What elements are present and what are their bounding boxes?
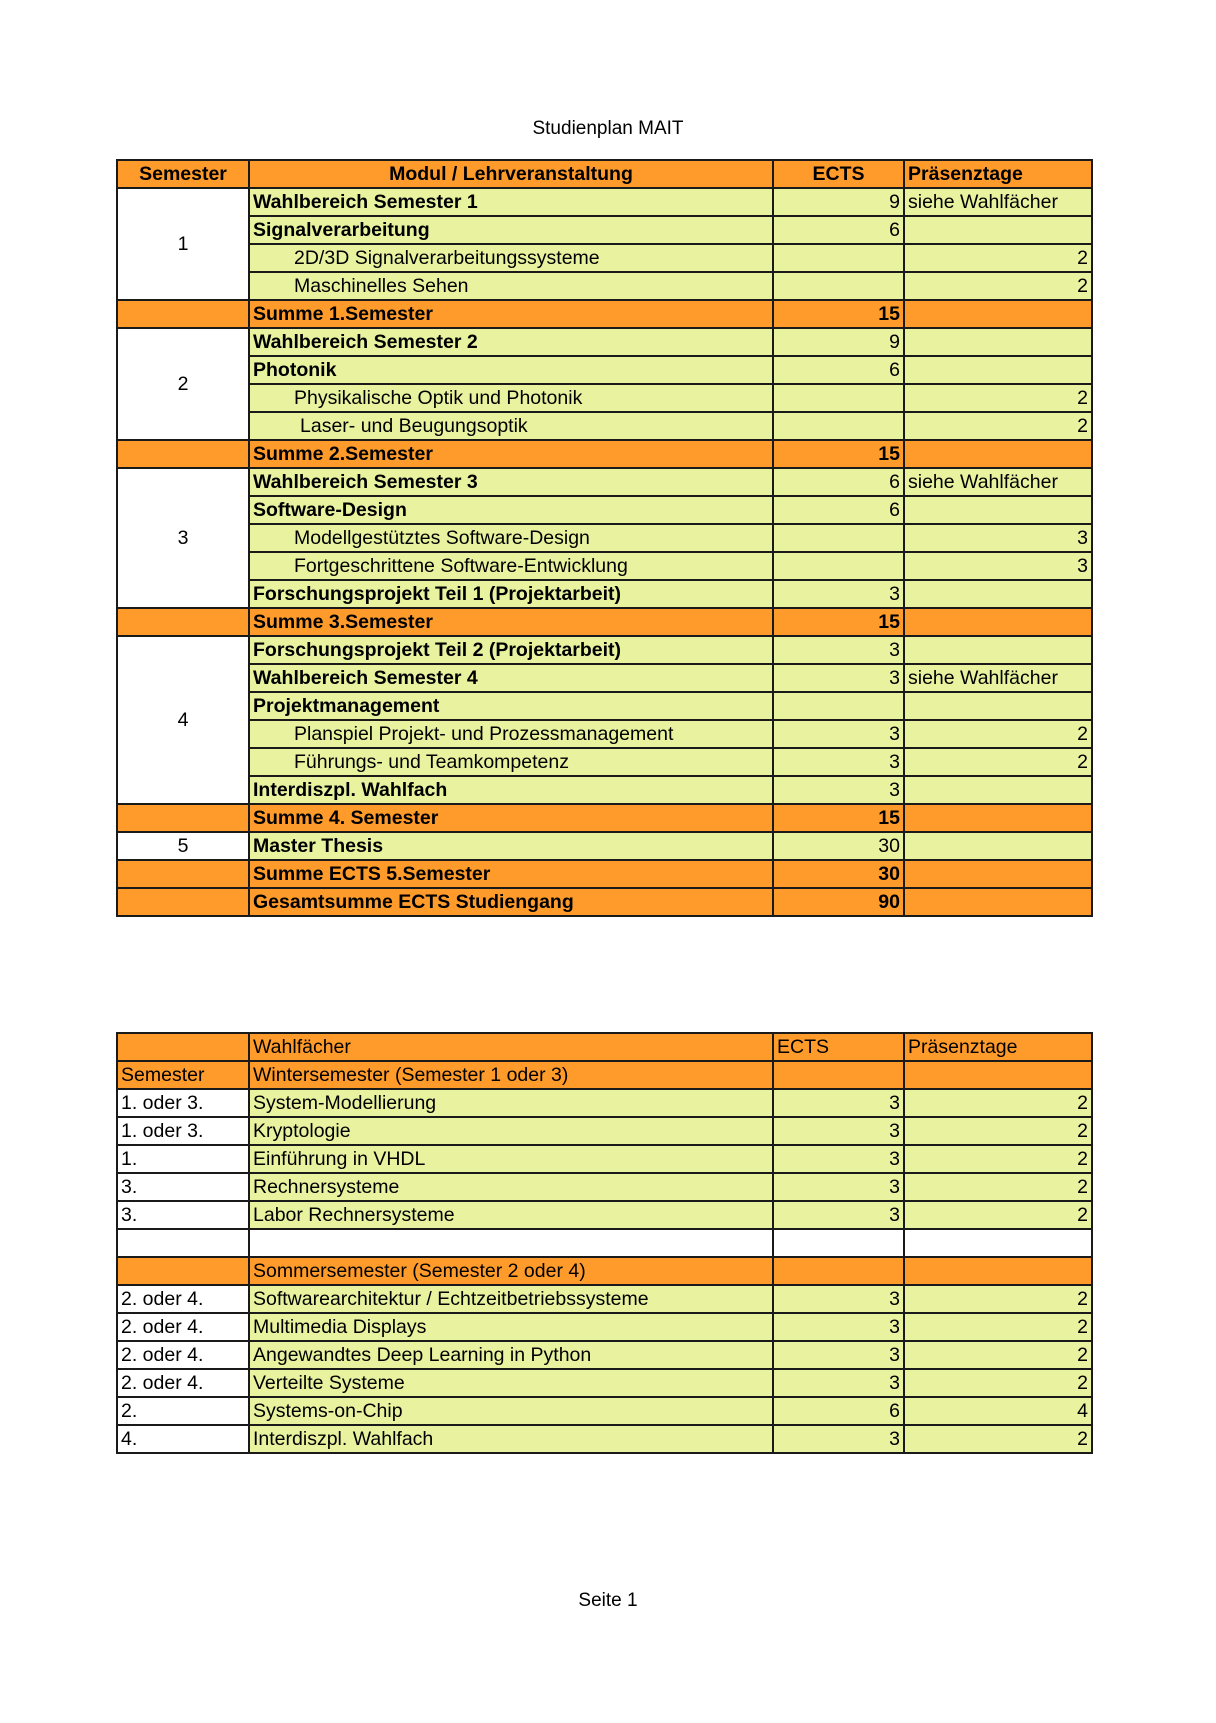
table-row <box>117 244 1092 272</box>
ects-cell <box>773 412 904 440</box>
sum-blank-cell <box>117 300 249 328</box>
praesenztage-cell: 2 <box>904 1145 1092 1173</box>
table-row <box>117 1089 1092 1117</box>
semester-cell: 1. oder 3. <box>117 1089 249 1117</box>
wahlfach-name: Kryptologie <box>249 1117 773 1145</box>
semester-cell: 4 <box>117 636 249 804</box>
praesenztage-cell <box>904 832 1092 860</box>
table-row <box>117 552 1092 580</box>
praesenztage-cell: 2 <box>904 720 1092 748</box>
ects-cell: 3 <box>773 1201 904 1229</box>
sum-label: Summe 4. Semester <box>249 804 773 832</box>
total-ects: 90 <box>773 888 904 916</box>
ects-cell: 3 <box>773 776 904 804</box>
praesenztage-cell: siehe Wahlfächer <box>904 664 1092 692</box>
ects-cell: 3 <box>773 748 904 776</box>
header-praesenztage: Präsenztage <box>904 160 1092 188</box>
table-row <box>117 272 1092 300</box>
ects-cell: 9 <box>773 328 904 356</box>
ects-cell: 3 <box>773 720 904 748</box>
modul-cell: Forschungsprojekt Teil 1 (Projektarbeit) <box>249 580 773 608</box>
praesenztage-cell: 2 <box>904 412 1092 440</box>
table-row <box>117 776 1092 804</box>
ects-cell: 3 <box>773 580 904 608</box>
praesenztage-cell: siehe Wahlfächer <box>904 468 1092 496</box>
sum-row <box>117 608 1092 636</box>
table-row <box>117 1145 1092 1173</box>
wahl-header-row <box>117 1033 1092 1061</box>
ects-cell: 30 <box>773 832 904 860</box>
empty-cell <box>249 1229 773 1257</box>
table-row <box>117 1313 1092 1341</box>
semester-cell: 1 <box>117 188 249 300</box>
wahl-header-ects: ECTS <box>773 1033 904 1061</box>
section-blank <box>773 1257 904 1285</box>
ects-cell: 3 <box>773 636 904 664</box>
section-title: Sommersemester (Semester 2 oder 4) <box>249 1257 773 1285</box>
sum-ects: 15 <box>773 804 904 832</box>
wahlfaecher-table <box>116 1032 1093 1454</box>
modul-cell: Führungs- und Teamkompetenz <box>249 748 773 776</box>
semester-cell: 1. oder 3. <box>117 1117 249 1145</box>
wahl-header-blank <box>117 1033 249 1061</box>
section-header-row <box>117 1061 1092 1089</box>
ects-cell: 3 <box>773 1369 904 1397</box>
sum-row <box>117 860 1092 888</box>
section-header-row <box>117 1257 1092 1285</box>
semester-cell: 2 <box>117 328 249 440</box>
empty-cell <box>117 1229 249 1257</box>
empty-cell <box>773 1229 904 1257</box>
praesenztage-cell <box>904 328 1092 356</box>
praesenztage-cell <box>904 776 1092 804</box>
ects-cell <box>773 524 904 552</box>
table-row <box>117 1173 1092 1201</box>
section-blank <box>904 1061 1092 1089</box>
section-blank <box>904 1257 1092 1285</box>
table-row <box>117 412 1092 440</box>
modul-cell: Wahlbereich Semester 3 <box>249 468 773 496</box>
total-blank-cell <box>117 888 249 916</box>
studienplan-table <box>116 159 1093 917</box>
modul-cell: Interdiszpl. Wahlfach <box>249 776 773 804</box>
semester-cell: 2. oder 4. <box>117 1313 249 1341</box>
sum-label: Summe 3.Semester <box>249 608 773 636</box>
sum-row <box>117 804 1092 832</box>
sum-label: Summe 2.Semester <box>249 440 773 468</box>
modul-cell: Photonik <box>249 356 773 384</box>
praesenztage-cell: 2 <box>904 1173 1092 1201</box>
table-row <box>117 216 1092 244</box>
ects-cell: 3 <box>773 1285 904 1313</box>
table-row <box>117 1117 1092 1145</box>
praesenztage-cell <box>904 216 1092 244</box>
semester-cell: 5 <box>117 832 249 860</box>
ects-cell: 6 <box>773 468 904 496</box>
praesenztage-cell: siehe Wahlfächer <box>904 188 1092 216</box>
semester-cell: 1. <box>117 1145 249 1173</box>
sum-blank-cell <box>117 860 249 888</box>
ects-cell: 3 <box>773 1425 904 1453</box>
praesenztage-cell: 2 <box>904 1285 1092 1313</box>
praesenztage-cell <box>904 496 1092 524</box>
wahlfach-name: Verteilte Systeme <box>249 1369 773 1397</box>
table-row <box>117 1285 1092 1313</box>
praesenztage-cell: 2 <box>904 1089 1092 1117</box>
praesenztage-cell: 2 <box>904 244 1092 272</box>
modul-cell: Forschungsprojekt Teil 2 (Projektarbeit) <box>249 636 773 664</box>
modul-cell: Maschinelles Sehen <box>249 272 773 300</box>
empty-cell <box>904 1229 1092 1257</box>
modul-cell: Fortgeschrittene Software-Entwicklung <box>249 552 773 580</box>
ects-cell <box>773 692 904 720</box>
praesenztage-cell: 2 <box>904 1369 1092 1397</box>
table-row <box>117 748 1092 776</box>
ects-cell <box>773 272 904 300</box>
table-row <box>117 636 1092 664</box>
page-footer: Seite 1 <box>578 1590 638 1611</box>
ects-cell: 3 <box>773 664 904 692</box>
semester-cell: 2. oder 4. <box>117 1369 249 1397</box>
praesenztage-cell <box>904 692 1092 720</box>
table-row <box>117 356 1092 384</box>
section-semester-label <box>117 1257 249 1285</box>
section-blank <box>773 1061 904 1089</box>
semester-cell: 4. <box>117 1425 249 1453</box>
table-row <box>117 468 1092 496</box>
section-semester-label: Semester <box>117 1061 249 1089</box>
praesenztage-cell: 2 <box>904 1201 1092 1229</box>
table-row <box>117 328 1092 356</box>
page-title: Studienplan MAIT <box>532 118 684 139</box>
sum-label: Summe 1.Semester <box>249 300 773 328</box>
modul-cell: Projektmanagement <box>249 692 773 720</box>
wahlfach-name: Softwarearchitektur / Echtzeitbetriebssysteme <box>249 1285 773 1313</box>
ects-cell: 6 <box>773 356 904 384</box>
praesenztage-cell: 2 <box>904 1425 1092 1453</box>
table-row <box>117 832 1092 860</box>
praesenztage-cell: 2 <box>904 1313 1092 1341</box>
header-ects: ECTS <box>773 160 904 188</box>
header-modul: Modul / Lehrveranstaltung <box>249 160 773 188</box>
sum-blank-cell <box>117 440 249 468</box>
semester-cell: 3. <box>117 1173 249 1201</box>
praesenztage-cell: 2 <box>904 272 1092 300</box>
ects-cell <box>773 552 904 580</box>
table-row <box>117 692 1092 720</box>
semester-cell: 2. oder 4. <box>117 1285 249 1313</box>
modul-cell: Modellgestütztes Software-Design <box>249 524 773 552</box>
modul-cell: Wahlbereich Semester 2 <box>249 328 773 356</box>
section-title: Wintersemester (Semester 1 oder 3) <box>249 1061 773 1089</box>
sum-row <box>117 300 1092 328</box>
ects-cell: 3 <box>773 1089 904 1117</box>
sum-blank-cell <box>904 608 1092 636</box>
table-row <box>117 1425 1092 1453</box>
modul-cell: Wahlbereich Semester 4 <box>249 664 773 692</box>
sum-blank-cell <box>904 860 1092 888</box>
praesenztage-cell <box>904 636 1092 664</box>
ects-cell <box>773 244 904 272</box>
modul-cell: Laser- und Beugungsoptik <box>249 412 773 440</box>
total-label: Gesamtsumme ECTS Studiengang <box>249 888 773 916</box>
praesenztage-cell <box>904 580 1092 608</box>
wahlfach-name: Einführung in VHDL <box>249 1145 773 1173</box>
header-row <box>117 160 1092 188</box>
ects-cell: 9 <box>773 188 904 216</box>
table-row <box>117 1201 1092 1229</box>
modul-cell: Software-Design <box>249 496 773 524</box>
sum-row <box>117 440 1092 468</box>
sum-ects: 15 <box>773 608 904 636</box>
table-row <box>117 188 1092 216</box>
table-row <box>117 384 1092 412</box>
semester-cell: 2. <box>117 1397 249 1425</box>
table-row <box>117 1369 1092 1397</box>
semester-cell: 3 <box>117 468 249 608</box>
spacer-row <box>117 1229 1092 1257</box>
modul-cell: Planspiel Projekt- und Prozessmanagement <box>249 720 773 748</box>
praesenztage-cell: 2 <box>904 1117 1092 1145</box>
wahl-header-praesenztage: Präsenztage <box>904 1033 1092 1061</box>
ects-cell <box>773 384 904 412</box>
wahlfach-name: Angewandtes Deep Learning in Python <box>249 1341 773 1369</box>
wahlfach-name: Rechnersysteme <box>249 1173 773 1201</box>
table-row <box>117 1397 1092 1425</box>
wahl-header-title: Wahlfächer <box>249 1033 773 1061</box>
total-blank-cell <box>904 888 1092 916</box>
table-row <box>117 496 1092 524</box>
modul-cell: 2D/3D Signalverarbeitungssysteme <box>249 244 773 272</box>
praesenztage-cell: 2 <box>904 384 1092 412</box>
sum-blank-cell <box>117 608 249 636</box>
praesenztage-cell: 3 <box>904 552 1092 580</box>
ects-cell: 6 <box>773 496 904 524</box>
modul-cell: Signalverarbeitung <box>249 216 773 244</box>
table-row <box>117 1341 1092 1369</box>
praesenztage-cell: 2 <box>904 748 1092 776</box>
semester-cell: 3. <box>117 1201 249 1229</box>
praesenztage-cell: 2 <box>904 1341 1092 1369</box>
sum-ects: 15 <box>773 440 904 468</box>
ects-cell: 3 <box>773 1341 904 1369</box>
table-row <box>117 524 1092 552</box>
semester-cell: 2. oder 4. <box>117 1341 249 1369</box>
total-row <box>117 888 1092 916</box>
header-semester: Semester <box>117 160 249 188</box>
table-row <box>117 664 1092 692</box>
sum-blank-cell <box>904 300 1092 328</box>
ects-cell: 6 <box>773 216 904 244</box>
ects-cell: 6 <box>773 1397 904 1425</box>
sum-ects: 30 <box>773 860 904 888</box>
sum-label: Summe ECTS 5.Semester <box>249 860 773 888</box>
table-row <box>117 720 1092 748</box>
table-row <box>117 580 1092 608</box>
modul-cell: Wahlbereich Semester 1 <box>249 188 773 216</box>
sum-blank-cell <box>904 804 1092 832</box>
modul-cell: Physikalische Optik und Photonik <box>249 384 773 412</box>
wahlfach-name: Labor Rechnersysteme <box>249 1201 773 1229</box>
wahlfach-name: Multimedia Displays <box>249 1313 773 1341</box>
modul-cell: Master Thesis <box>249 832 773 860</box>
wahlfach-name: System-Modellierung <box>249 1089 773 1117</box>
praesenztage-cell: 3 <box>904 524 1092 552</box>
praesenztage-cell <box>904 356 1092 384</box>
sum-blank-cell <box>117 804 249 832</box>
wahlfach-name: Systems-on-Chip <box>249 1397 773 1425</box>
praesenztage-cell: 4 <box>904 1397 1092 1425</box>
ects-cell: 3 <box>773 1117 904 1145</box>
ects-cell: 3 <box>773 1145 904 1173</box>
sum-blank-cell <box>904 440 1092 468</box>
sum-ects: 15 <box>773 300 904 328</box>
wahlfach-name: Interdiszpl. Wahlfach <box>249 1425 773 1453</box>
ects-cell: 3 <box>773 1173 904 1201</box>
ects-cell: 3 <box>773 1313 904 1341</box>
